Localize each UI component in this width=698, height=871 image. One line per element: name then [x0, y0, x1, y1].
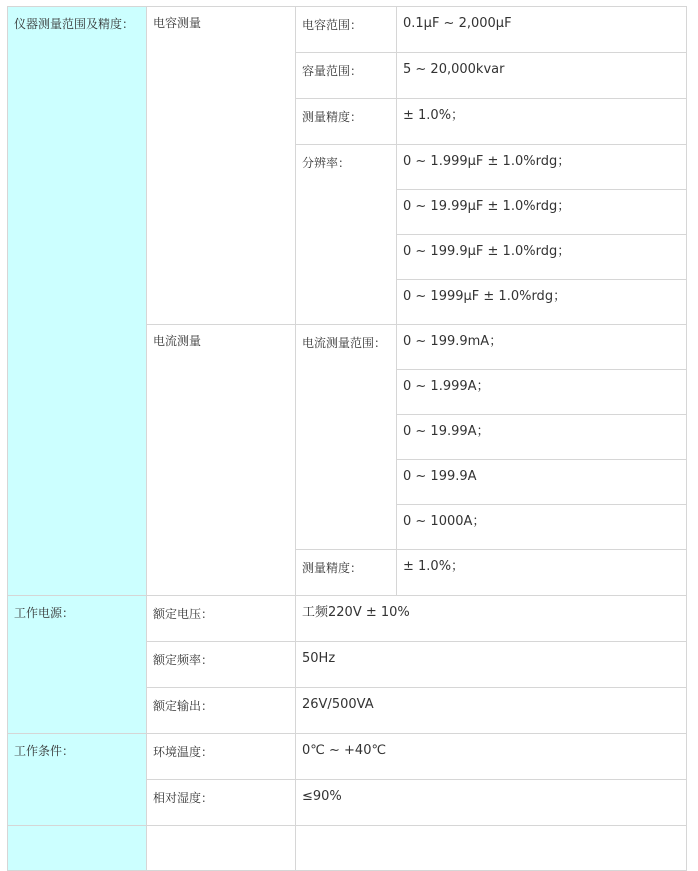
current-accuracy-value: ± 1.0%；: [397, 550, 687, 596]
rated-frequency-value: 50Hz: [296, 642, 687, 688]
current-range-value: 0 ~ 1000A；: [397, 505, 687, 550]
category-conditions: 工作条件：: [8, 734, 147, 826]
humidity-label: 相对湿度：: [147, 780, 296, 826]
resolution-value: 0 ~ 1.999μF ± 1.0%rdg；: [397, 145, 687, 190]
current-range-value: 0 ~ 199.9mA；: [397, 325, 687, 370]
rated-frequency-label: 额定频率：: [147, 642, 296, 688]
table-row: [8, 826, 687, 871]
capacity-range-value: 5 ~ 20,000kvar: [397, 53, 687, 99]
rated-output-value: 26V/500VA: [296, 688, 687, 734]
current-range-value: 0 ~ 199.9A: [397, 460, 687, 505]
current-range-value: 0 ~ 19.99A；: [397, 415, 687, 460]
resolution-value: 0 ~ 19.99μF ± 1.0%rdg；: [397, 190, 687, 235]
spec-table: [7, 6, 687, 871]
category-instrument: 仪器测量范围及精度：: [8, 7, 147, 596]
current-accuracy-label: 测量精度：: [296, 550, 397, 596]
table-row: [8, 596, 687, 642]
subcategory-capacitance: 电容测量: [147, 7, 296, 325]
ambient-temp-value: 0℃ ~ +40℃: [296, 734, 687, 780]
category-cell-partial: [8, 826, 147, 871]
rated-output-label: 额定输出：: [147, 688, 296, 734]
cap-range-label: 电容范围：: [296, 7, 397, 53]
cap-range-value: 0.1μF ~ 2,000μF: [397, 7, 687, 53]
category-power: 工作电源：: [8, 596, 147, 734]
subcategory-current: 电流测量: [147, 325, 296, 596]
capacity-range-label: 容量范围：: [296, 53, 397, 99]
table-row: [8, 7, 687, 53]
value-cell-partial: [296, 826, 687, 871]
resolution-value: 0 ~ 1999μF ± 1.0%rdg；: [397, 280, 687, 325]
label-cell-partial: [147, 826, 296, 871]
resolution-value: 0 ~ 199.9μF ± 1.0%rdg；: [397, 235, 687, 280]
current-range-value: 0 ~ 1.999A；: [397, 370, 687, 415]
rated-voltage-label: 额定电压：: [147, 596, 296, 642]
resolution-label: 分辨率：: [296, 145, 397, 325]
humidity-value: ≤90%: [296, 780, 687, 826]
cap-accuracy-label: 测量精度：: [296, 99, 397, 145]
ambient-temp-label: 环境温度：: [147, 734, 296, 780]
current-range-label: 电流测量范围：: [296, 325, 397, 550]
table-row: [8, 734, 687, 780]
rated-voltage-value: 工频220V ± 10%: [296, 596, 687, 642]
cap-accuracy-value: ± 1.0%；: [397, 99, 687, 145]
